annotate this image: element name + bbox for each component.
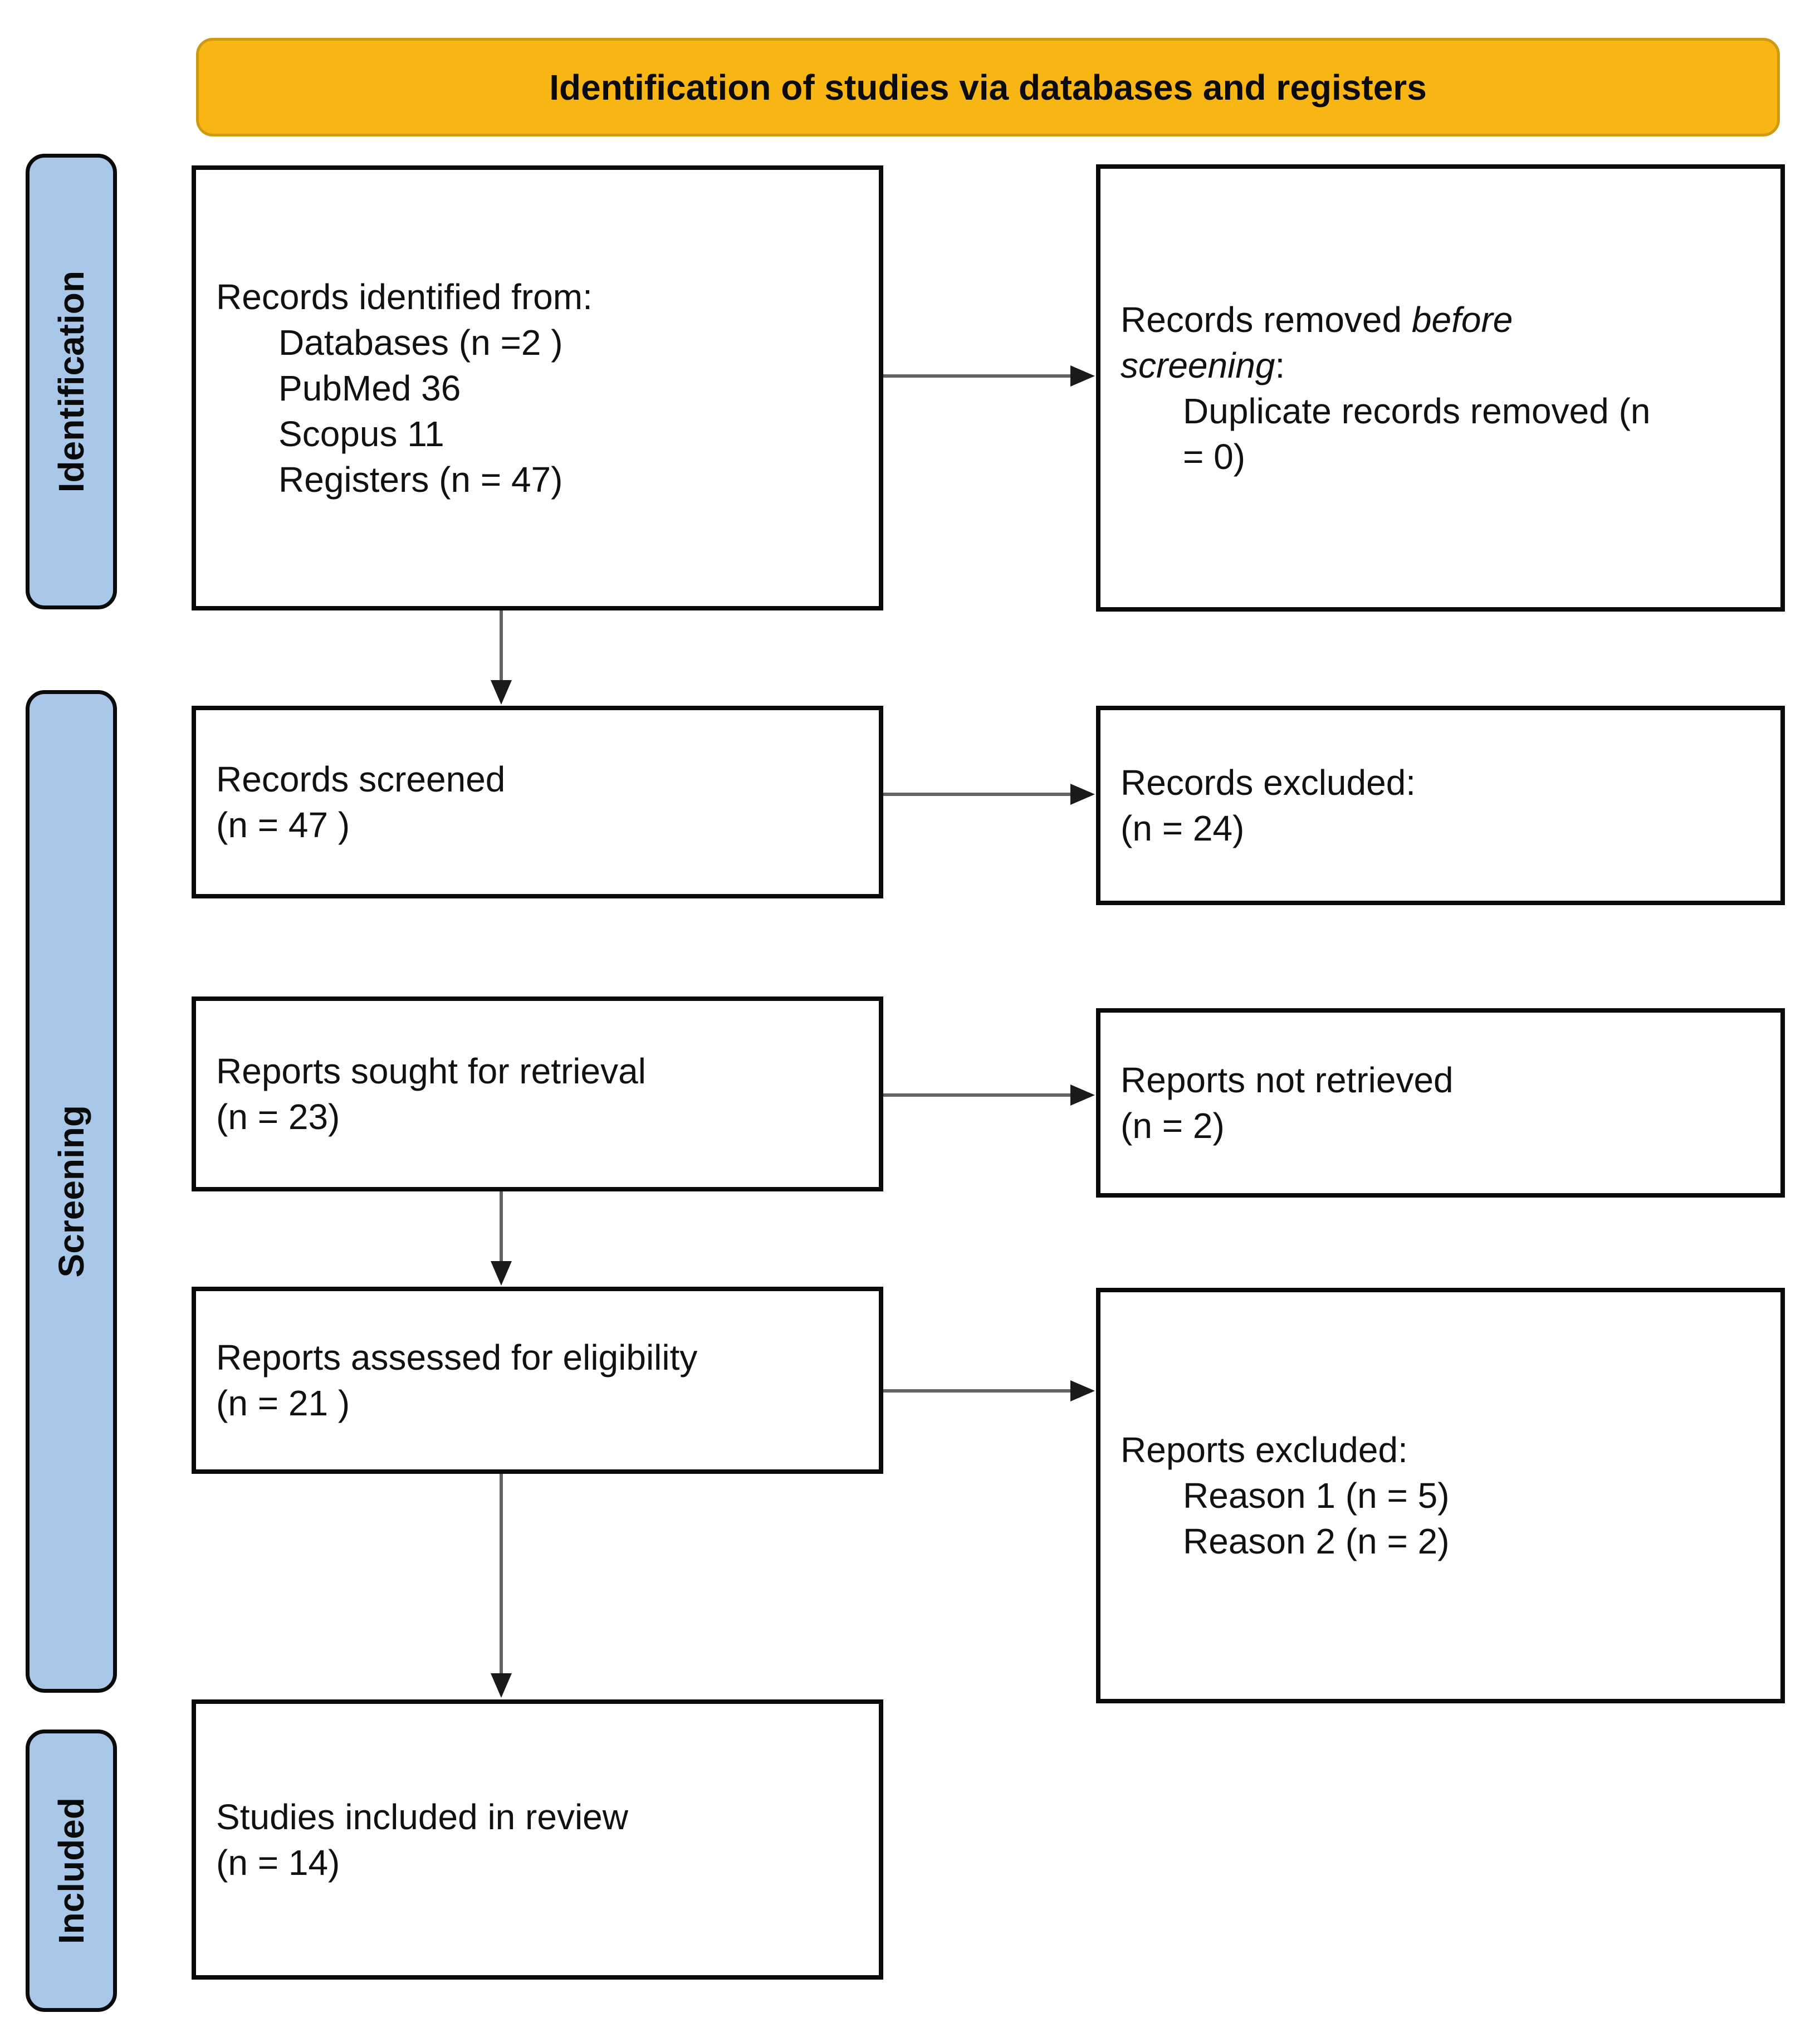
arrow-right-icon: [1070, 365, 1095, 387]
sidebar-label-included-text: Included: [51, 1797, 91, 1945]
sidebar-label-identification: [26, 154, 117, 609]
box-line: Duplicate records removed (n: [1183, 390, 1651, 431]
arrow-down-icon: [491, 680, 512, 705]
arrow-line: [500, 610, 503, 683]
box-line: (n = 47 ): [216, 805, 350, 845]
box-line: Reports sought for retrieval: [216, 1051, 646, 1091]
arrow-line: [500, 1474, 503, 1674]
box-reports-assessed: [192, 1287, 883, 1474]
box-records-removed: [1096, 164, 1785, 612]
italic-before: before: [1411, 299, 1513, 340]
arrow-line: [500, 1191, 503, 1264]
box-records-screened-content: [196, 756, 511, 848]
box-reports-not-retrieved-content: [1100, 1057, 1459, 1149]
box-line: Records excluded:: [1121, 763, 1416, 803]
box-line: (n = 24): [1121, 808, 1245, 848]
box-records-identified-content: [196, 274, 598, 502]
box-line: (n = 2): [1121, 1106, 1225, 1146]
sidebar-label-included: [26, 1730, 117, 2012]
sidebar-label-screening-text: Screening: [51, 1105, 91, 1278]
box-line: Reason 2 (n = 2): [1183, 1521, 1450, 1561]
arrow-right-icon: [1070, 784, 1095, 805]
box-line: (n = 23): [216, 1097, 340, 1137]
box-line: Reports excluded:: [1121, 1430, 1408, 1470]
box-records-screened: [192, 706, 883, 898]
italic-screening: screening: [1121, 345, 1275, 385]
box-line: (n = 21 ): [216, 1383, 350, 1423]
box-line: Records identified from:: [216, 276, 593, 317]
box-line: = 0): [1183, 436, 1246, 477]
box-reports-not-retrieved: [1096, 1008, 1785, 1198]
box-line: (n = 14): [216, 1842, 340, 1883]
banner-identification-via-databases: [196, 38, 1780, 136]
box-records-identified: [192, 165, 883, 610]
box-line: Records removed before: [1121, 299, 1513, 340]
arrow-line: [883, 374, 1075, 378]
box-line: Registers (n = 47): [278, 459, 563, 500]
box-line: Reports not retrieved: [1121, 1060, 1454, 1100]
arrow-line: [883, 1389, 1075, 1393]
box-line: screening:: [1121, 345, 1285, 385]
banner-title: Identification of studies via databases and registers: [549, 67, 1427, 108]
box-records-removed-content: [1100, 297, 1656, 480]
box-line: Reports assessed for eligibility: [216, 1337, 698, 1377]
box-line: Databases (n =2 ): [278, 322, 563, 363]
box-line: Scopus 11: [278, 413, 444, 454]
box-studies-included: [192, 1699, 883, 1980]
box-line: Records screened: [216, 759, 506, 799]
box-line: PubMed 36: [278, 368, 461, 408]
arrow-down-icon: [491, 1261, 512, 1286]
box-reports-sought: [192, 996, 883, 1191]
box-records-excluded-content: [1100, 760, 1421, 851]
sidebar-label-identification-text: Identification: [51, 270, 91, 493]
arrow-right-icon: [1070, 1380, 1095, 1401]
arrow-right-icon: [1070, 1084, 1095, 1106]
arrow-down-icon: [491, 1673, 512, 1698]
box-line: Studies included in review: [216, 1796, 628, 1837]
box-records-excluded: [1096, 706, 1785, 905]
box-reports-sought-content: [196, 1048, 652, 1140]
arrow-line: [883, 1093, 1075, 1097]
box-reports-assessed-content: [196, 1335, 703, 1426]
box-reports-excluded-content: [1100, 1427, 1455, 1564]
box-reports-excluded: [1096, 1288, 1785, 1703]
arrow-line: [883, 793, 1075, 796]
sidebar-label-screening: [26, 690, 117, 1693]
box-line: Reason 1 (n = 5): [1183, 1476, 1450, 1516]
box-studies-included-content: [196, 1794, 634, 1885]
